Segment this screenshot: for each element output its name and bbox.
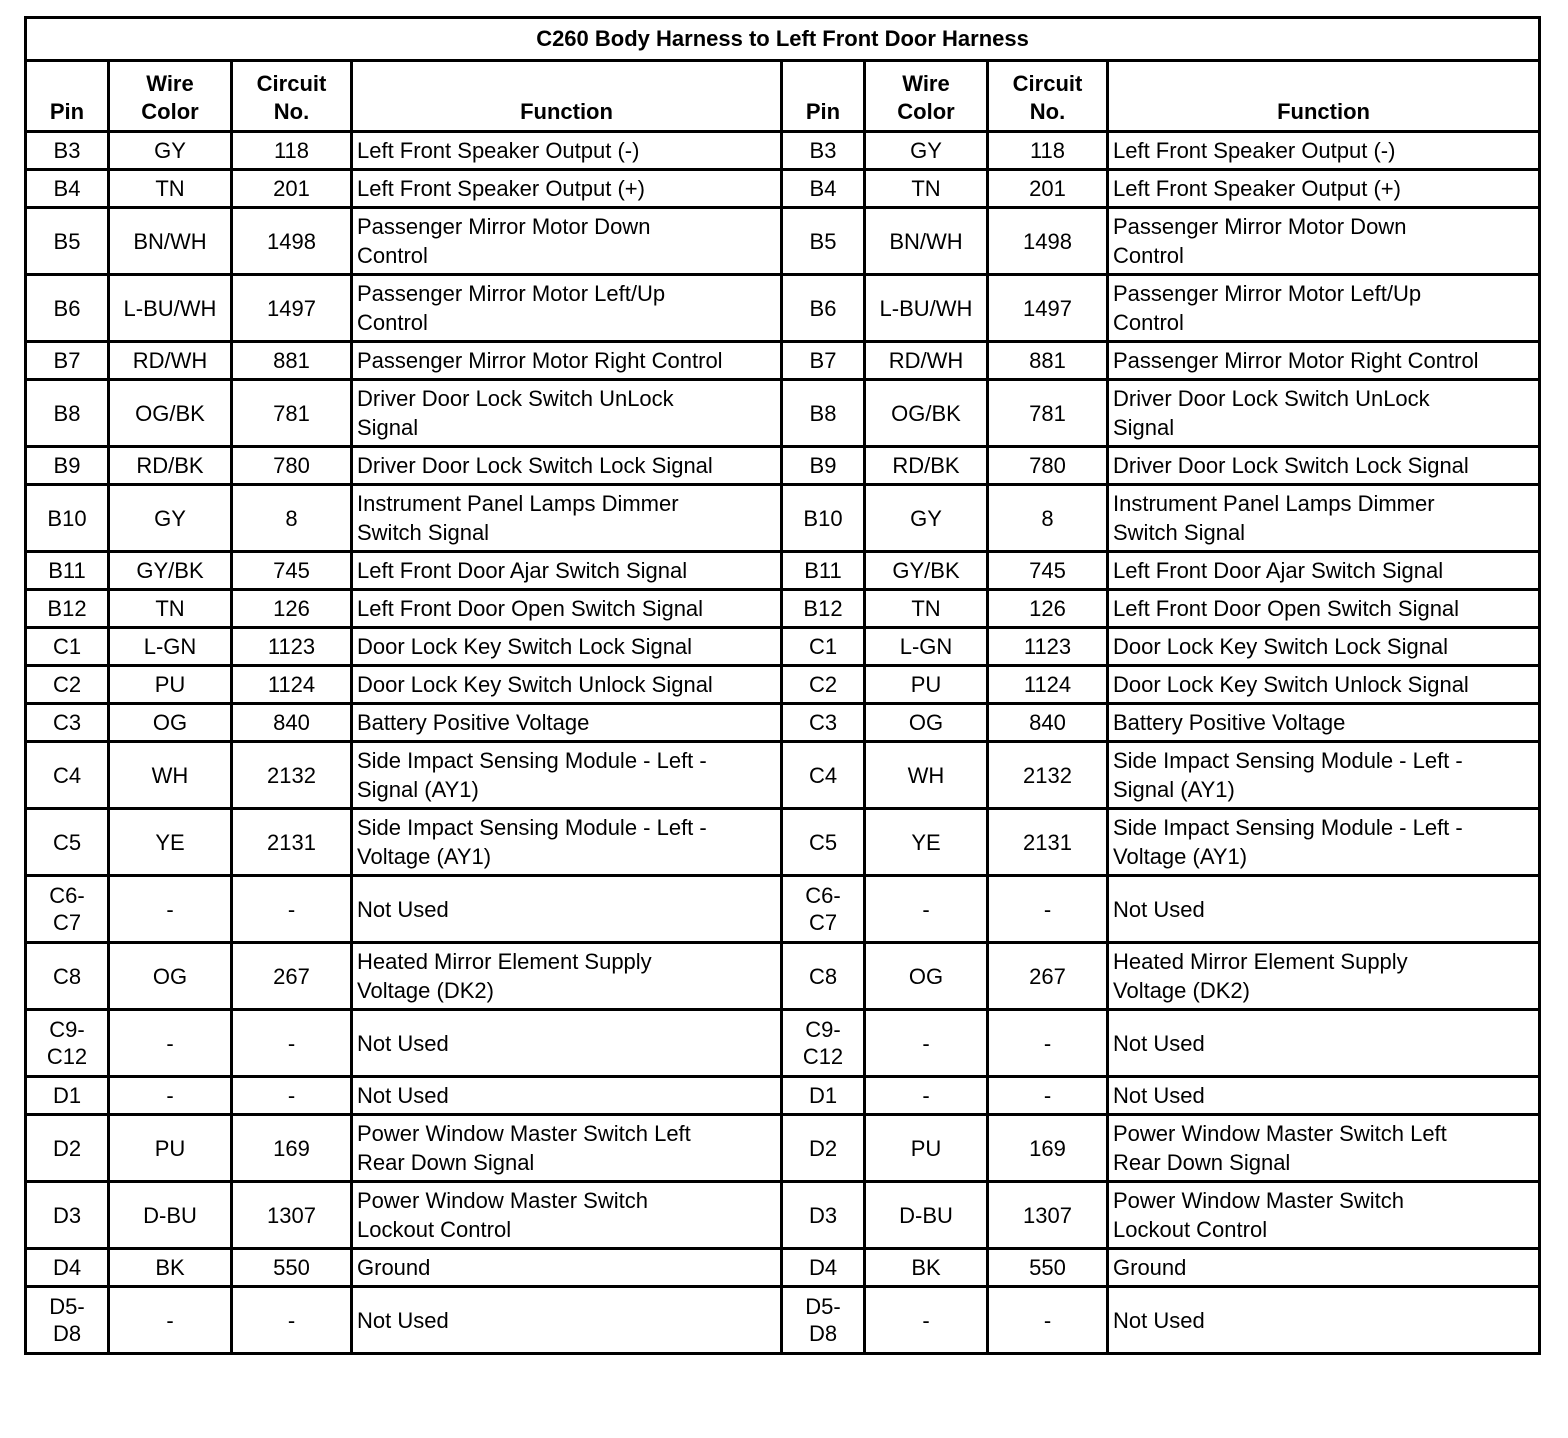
circuit-cell-right: - xyxy=(988,876,1108,943)
wire-color-cell-right: D-BU xyxy=(865,1182,988,1249)
table-row xyxy=(26,208,1540,275)
pin-cell-right: C8 xyxy=(782,943,865,1010)
wire-color-cell-right: YE xyxy=(865,809,988,876)
function-cell-left: Battery Positive Voltage xyxy=(352,704,782,742)
wire-color-cell-left: TN xyxy=(109,590,232,628)
wire-color-cell-left: OG xyxy=(109,704,232,742)
table-row xyxy=(26,170,1540,208)
function-cell-left: Not Used xyxy=(352,1010,782,1077)
circuit-cell-left: 2132 xyxy=(232,742,352,809)
table-row xyxy=(26,1249,1540,1287)
pin-cell-left: D4 xyxy=(26,1249,109,1287)
circuit-cell-right: 1123 xyxy=(988,628,1108,666)
circuit-cell-right: 1498 xyxy=(988,208,1108,275)
wire-color-cell-left: TN xyxy=(109,170,232,208)
wire-color-cell-left: L-GN xyxy=(109,628,232,666)
pin-cell-left: B8 xyxy=(26,380,109,447)
table-body xyxy=(26,132,1540,1354)
wire-color-cell-right: GY/BK xyxy=(865,552,988,590)
pin-cell-right: C2 xyxy=(782,666,865,704)
function-cell-left: Ground xyxy=(352,1249,782,1287)
function-cell-left: Not Used xyxy=(352,1287,782,1354)
wire-color-cell-left: - xyxy=(109,1010,232,1077)
pin-cell-right: B11 xyxy=(782,552,865,590)
function-cell-right: Power Window Master Switch Lockout Control xyxy=(1108,1182,1540,1249)
circuit-cell-left: - xyxy=(232,1077,352,1115)
pin-cell-right: B10 xyxy=(782,485,865,552)
circuit-cell-right: 840 xyxy=(988,704,1108,742)
circuit-cell-right: 1497 xyxy=(988,275,1108,342)
pin-cell-right: D1 xyxy=(782,1077,865,1115)
circuit-cell-left: 1123 xyxy=(232,628,352,666)
wire-color-cell-left: - xyxy=(109,1287,232,1354)
pin-cell-left: C4 xyxy=(26,742,109,809)
pin-cell-left: C2 xyxy=(26,666,109,704)
pin-cell-left: B5 xyxy=(26,208,109,275)
circuit-cell-right: 781 xyxy=(988,380,1108,447)
function-cell-right: Not Used xyxy=(1108,876,1540,943)
pin-cell-right: C6- C7 xyxy=(782,876,865,943)
circuit-cell-left: 840 xyxy=(232,704,352,742)
function-cell-left: Not Used xyxy=(352,1077,782,1115)
circuit-cell-left: 1124 xyxy=(232,666,352,704)
function-cell-left: Passenger Mirror Motor Down Control xyxy=(352,208,782,275)
pin-cell-left: C5 xyxy=(26,809,109,876)
wire-color-cell-left: OG xyxy=(109,943,232,1010)
table-row xyxy=(26,342,1540,380)
function-cell-right: Left Front Door Ajar Switch Signal xyxy=(1108,552,1540,590)
table-row xyxy=(26,1010,1540,1077)
table-row xyxy=(26,943,1540,1010)
circuit-cell-right: 881 xyxy=(988,342,1108,380)
pin-cell-right: C5 xyxy=(782,809,865,876)
circuit-cell-left: 1497 xyxy=(232,275,352,342)
pin-cell-right: C3 xyxy=(782,704,865,742)
pin-cell-right: B8 xyxy=(782,380,865,447)
wire-color-cell-left: - xyxy=(109,876,232,943)
function-cell-left: Power Window Master Switch Lockout Control xyxy=(352,1182,782,1249)
circuit-cell-right: 118 xyxy=(988,132,1108,170)
function-cell-right: Side Impact Sensing Module - Left - Voltage (AY1) xyxy=(1108,809,1540,876)
wire-color-cell-left: WH xyxy=(109,742,232,809)
function-cell-right: Driver Door Lock Switch UnLock Signal xyxy=(1108,380,1540,447)
circuit-cell-left: 118 xyxy=(232,132,352,170)
wire-color-cell-right: TN xyxy=(865,590,988,628)
wire-color-cell-left: GY xyxy=(109,485,232,552)
pin-cell-left: C1 xyxy=(26,628,109,666)
wire-color-cell-right: TN xyxy=(865,170,988,208)
function-cell-right: Left Front Speaker Output (+) xyxy=(1108,170,1540,208)
wire-color-cell-left: D-BU xyxy=(109,1182,232,1249)
wire-color-cell-left: OG/BK xyxy=(109,380,232,447)
wire-color-cell-left: GY/BK xyxy=(109,552,232,590)
function-cell-right: Instrument Panel Lamps Dimmer Switch Signal xyxy=(1108,485,1540,552)
function-cell-left: Left Front Speaker Output (-) xyxy=(352,132,782,170)
function-cell-left: Passenger Mirror Motor Left/Up Control xyxy=(352,275,782,342)
table-row xyxy=(26,1287,1540,1354)
circuit-cell-right: 780 xyxy=(988,447,1108,485)
wire-color-cell-left: PU xyxy=(109,666,232,704)
wire-color-cell-right: GY xyxy=(865,132,988,170)
table-row xyxy=(26,485,1540,552)
connector-pinout-table xyxy=(24,16,1541,1355)
function-cell-right: Not Used xyxy=(1108,1077,1540,1115)
circuit-cell-right: 201 xyxy=(988,170,1108,208)
circuit-cell-right: 267 xyxy=(988,943,1108,1010)
circuit-cell-left: 201 xyxy=(232,170,352,208)
function-cell-left: Driver Door Lock Switch Lock Signal xyxy=(352,447,782,485)
pin-cell-right: B3 xyxy=(782,132,865,170)
pin-cell-left: B4 xyxy=(26,170,109,208)
pin-cell-right: C4 xyxy=(782,742,865,809)
wire-color-cell-right: PU xyxy=(865,666,988,704)
function-cell-left: Instrument Panel Lamps Dimmer Switch Signal xyxy=(352,485,782,552)
wire-color-cell-right: OG/BK xyxy=(865,380,988,447)
wire-color-cell-left: GY xyxy=(109,132,232,170)
header-circuit-no-label: Circuit No. xyxy=(256,71,327,124)
function-cell-right: Driver Door Lock Switch Lock Signal xyxy=(1108,447,1540,485)
function-cell-right: Battery Positive Voltage xyxy=(1108,704,1540,742)
header-pin: Pin xyxy=(26,61,109,132)
pin-cell-right: D2 xyxy=(782,1115,865,1182)
pin-cell-left: C3 xyxy=(26,704,109,742)
function-cell-left: Side Impact Sensing Module - Left - Signal (AY1) xyxy=(352,742,782,809)
circuit-cell-left: 267 xyxy=(232,943,352,1010)
circuit-cell-left: 8 xyxy=(232,485,352,552)
wire-color-cell-left: BN/WH xyxy=(109,208,232,275)
pin-cell-left: B3 xyxy=(26,132,109,170)
wire-color-cell-right: OG xyxy=(865,704,988,742)
circuit-cell-right: 169 xyxy=(988,1115,1108,1182)
function-cell-right: Not Used xyxy=(1108,1287,1540,1354)
circuit-cell-left: 881 xyxy=(232,342,352,380)
function-cell-right: Left Front Speaker Output (-) xyxy=(1108,132,1540,170)
table-row xyxy=(26,275,1540,342)
circuit-cell-left: - xyxy=(232,876,352,943)
table-row xyxy=(26,1115,1540,1182)
function-cell-right: Passenger Mirror Motor Left/Up Control xyxy=(1108,275,1540,342)
wire-color-cell-right: GY xyxy=(865,485,988,552)
function-cell-right: Not Used xyxy=(1108,1010,1540,1077)
circuit-cell-right: - xyxy=(988,1077,1108,1115)
wire-color-cell-right: WH xyxy=(865,742,988,809)
header-wire-color xyxy=(109,61,232,132)
wire-color-cell-right: OG xyxy=(865,943,988,1010)
wire-color-cell-left: L-BU/WH xyxy=(109,275,232,342)
circuit-cell-left: 126 xyxy=(232,590,352,628)
header-circuit-no-right xyxy=(988,61,1108,132)
wire-color-cell-left: BK xyxy=(109,1249,232,1287)
table-row xyxy=(26,1077,1540,1115)
table-row xyxy=(26,809,1540,876)
wire-color-cell-right: PU xyxy=(865,1115,988,1182)
wire-color-cell-left: YE xyxy=(109,809,232,876)
circuit-cell-right: 126 xyxy=(988,590,1108,628)
pin-cell-left: B11 xyxy=(26,552,109,590)
wire-color-cell-right: L-GN xyxy=(865,628,988,666)
pin-cell-right: B5 xyxy=(782,208,865,275)
function-cell-left: Passenger Mirror Motor Right Control xyxy=(352,342,782,380)
circuit-cell-left: 1498 xyxy=(232,208,352,275)
function-cell-left: Left Front Door Ajar Switch Signal xyxy=(352,552,782,590)
header-wire-color-label: Wire Color xyxy=(141,71,199,124)
header-function-right: Function xyxy=(1108,61,1540,132)
table-row xyxy=(26,590,1540,628)
header-function: Function xyxy=(352,61,782,132)
function-cell-left: Door Lock Key Switch Unlock Signal xyxy=(352,666,782,704)
pin-cell-right: B7 xyxy=(782,342,865,380)
table-row xyxy=(26,704,1540,742)
circuit-cell-right: 8 xyxy=(988,485,1108,552)
function-cell-right: Door Lock Key Switch Unlock Signal xyxy=(1108,666,1540,704)
circuit-cell-left: 169 xyxy=(232,1115,352,1182)
function-cell-left: Not Used xyxy=(352,876,782,943)
circuit-cell-right: 2131 xyxy=(988,809,1108,876)
pin-cell-left: B9 xyxy=(26,447,109,485)
circuit-cell-right: 550 xyxy=(988,1249,1108,1287)
pin-cell-left: B7 xyxy=(26,342,109,380)
pin-cell-right: C1 xyxy=(782,628,865,666)
circuit-cell-left: 550 xyxy=(232,1249,352,1287)
pin-cell-left: D5- D8 xyxy=(26,1287,109,1354)
function-cell-right: Power Window Master Switch Left Rear Down Signal xyxy=(1108,1115,1540,1182)
table-title: C260 Body Harness to Left Front Door Harness xyxy=(26,18,1540,61)
header-wire-color-right-label: Wire Color xyxy=(897,71,955,124)
wire-color-cell-right: - xyxy=(865,1287,988,1354)
function-cell-left: Left Front Speaker Output (+) xyxy=(352,170,782,208)
wire-color-cell-right: RD/WH xyxy=(865,342,988,380)
function-cell-right: Left Front Door Open Switch Signal xyxy=(1108,590,1540,628)
circuit-cell-right: 1307 xyxy=(988,1182,1108,1249)
pin-cell-right: B12 xyxy=(782,590,865,628)
circuit-cell-right: 2132 xyxy=(988,742,1108,809)
table-row xyxy=(26,380,1540,447)
function-cell-right: Ground xyxy=(1108,1249,1540,1287)
wire-color-cell-right: BN/WH xyxy=(865,208,988,275)
wire-color-cell-right: L-BU/WH xyxy=(865,275,988,342)
table-row xyxy=(26,666,1540,704)
wire-color-cell-left: RD/WH xyxy=(109,342,232,380)
circuit-cell-left: 781 xyxy=(232,380,352,447)
function-cell-left: Left Front Door Open Switch Signal xyxy=(352,590,782,628)
table-row xyxy=(26,876,1540,943)
table-row xyxy=(26,742,1540,809)
header-pin-right: Pin xyxy=(782,61,865,132)
pin-cell-left: B12 xyxy=(26,590,109,628)
wire-color-cell-right: - xyxy=(865,1010,988,1077)
function-cell-right: Passenger Mirror Motor Down Control xyxy=(1108,208,1540,275)
wire-color-cell-right: BK xyxy=(865,1249,988,1287)
circuit-cell-right: 745 xyxy=(988,552,1108,590)
pin-cell-left: B10 xyxy=(26,485,109,552)
wire-color-cell-left: RD/BK xyxy=(109,447,232,485)
table-row xyxy=(26,447,1540,485)
function-cell-right: Door Lock Key Switch Lock Signal xyxy=(1108,628,1540,666)
pin-cell-left: D2 xyxy=(26,1115,109,1182)
function-cell-left: Driver Door Lock Switch UnLock Signal xyxy=(352,380,782,447)
wire-color-cell-left: - xyxy=(109,1077,232,1115)
pin-cell-right: D4 xyxy=(782,1249,865,1287)
function-cell-right: Side Impact Sensing Module - Left - Signal (AY1) xyxy=(1108,742,1540,809)
table-row xyxy=(26,552,1540,590)
wire-color-cell-right: RD/BK xyxy=(865,447,988,485)
pin-cell-left: C6- C7 xyxy=(26,876,109,943)
circuit-cell-left: 745 xyxy=(232,552,352,590)
circuit-cell-right: - xyxy=(988,1287,1108,1354)
function-cell-left: Door Lock Key Switch Lock Signal xyxy=(352,628,782,666)
pin-cell-right: B4 xyxy=(782,170,865,208)
function-cell-left: Side Impact Sensing Module - Left - Voltage (AY1) xyxy=(352,809,782,876)
header-circuit-no-right-label: Circuit No. xyxy=(1012,71,1083,124)
pin-cell-left: D3 xyxy=(26,1182,109,1249)
circuit-cell-left: 780 xyxy=(232,447,352,485)
circuit-cell-left: 1307 xyxy=(232,1182,352,1249)
pin-cell-right: B9 xyxy=(782,447,865,485)
function-cell-right: Passenger Mirror Motor Right Control xyxy=(1108,342,1540,380)
pin-cell-left: C8 xyxy=(26,943,109,1010)
wire-color-cell-left: PU xyxy=(109,1115,232,1182)
function-cell-right: Heated Mirror Element Supply Voltage (DK2) xyxy=(1108,943,1540,1010)
circuit-cell-left: - xyxy=(232,1010,352,1077)
pin-cell-right: D5- D8 xyxy=(782,1287,865,1354)
function-cell-left: Heated Mirror Element Supply Voltage (DK2) xyxy=(352,943,782,1010)
header-circuit-no xyxy=(232,61,352,132)
wire-color-cell-right: - xyxy=(865,1077,988,1115)
function-cell-left: Power Window Master Switch Left Rear Down Signal xyxy=(352,1115,782,1182)
pin-cell-left: D1 xyxy=(26,1077,109,1115)
pin-cell-right: B6 xyxy=(782,275,865,342)
circuit-cell-left: 2131 xyxy=(232,809,352,876)
table-row xyxy=(26,132,1540,170)
circuit-cell-left: - xyxy=(232,1287,352,1354)
circuit-cell-right: 1124 xyxy=(988,666,1108,704)
pin-cell-right: C9- C12 xyxy=(782,1010,865,1077)
header-wire-color-right xyxy=(865,61,988,132)
table-row xyxy=(26,628,1540,666)
pin-cell-left: B6 xyxy=(26,275,109,342)
table-row xyxy=(26,1182,1540,1249)
pin-cell-right: D3 xyxy=(782,1182,865,1249)
pin-cell-left: C9- C12 xyxy=(26,1010,109,1077)
circuit-cell-right: - xyxy=(988,1010,1108,1077)
wire-color-cell-right: - xyxy=(865,876,988,943)
